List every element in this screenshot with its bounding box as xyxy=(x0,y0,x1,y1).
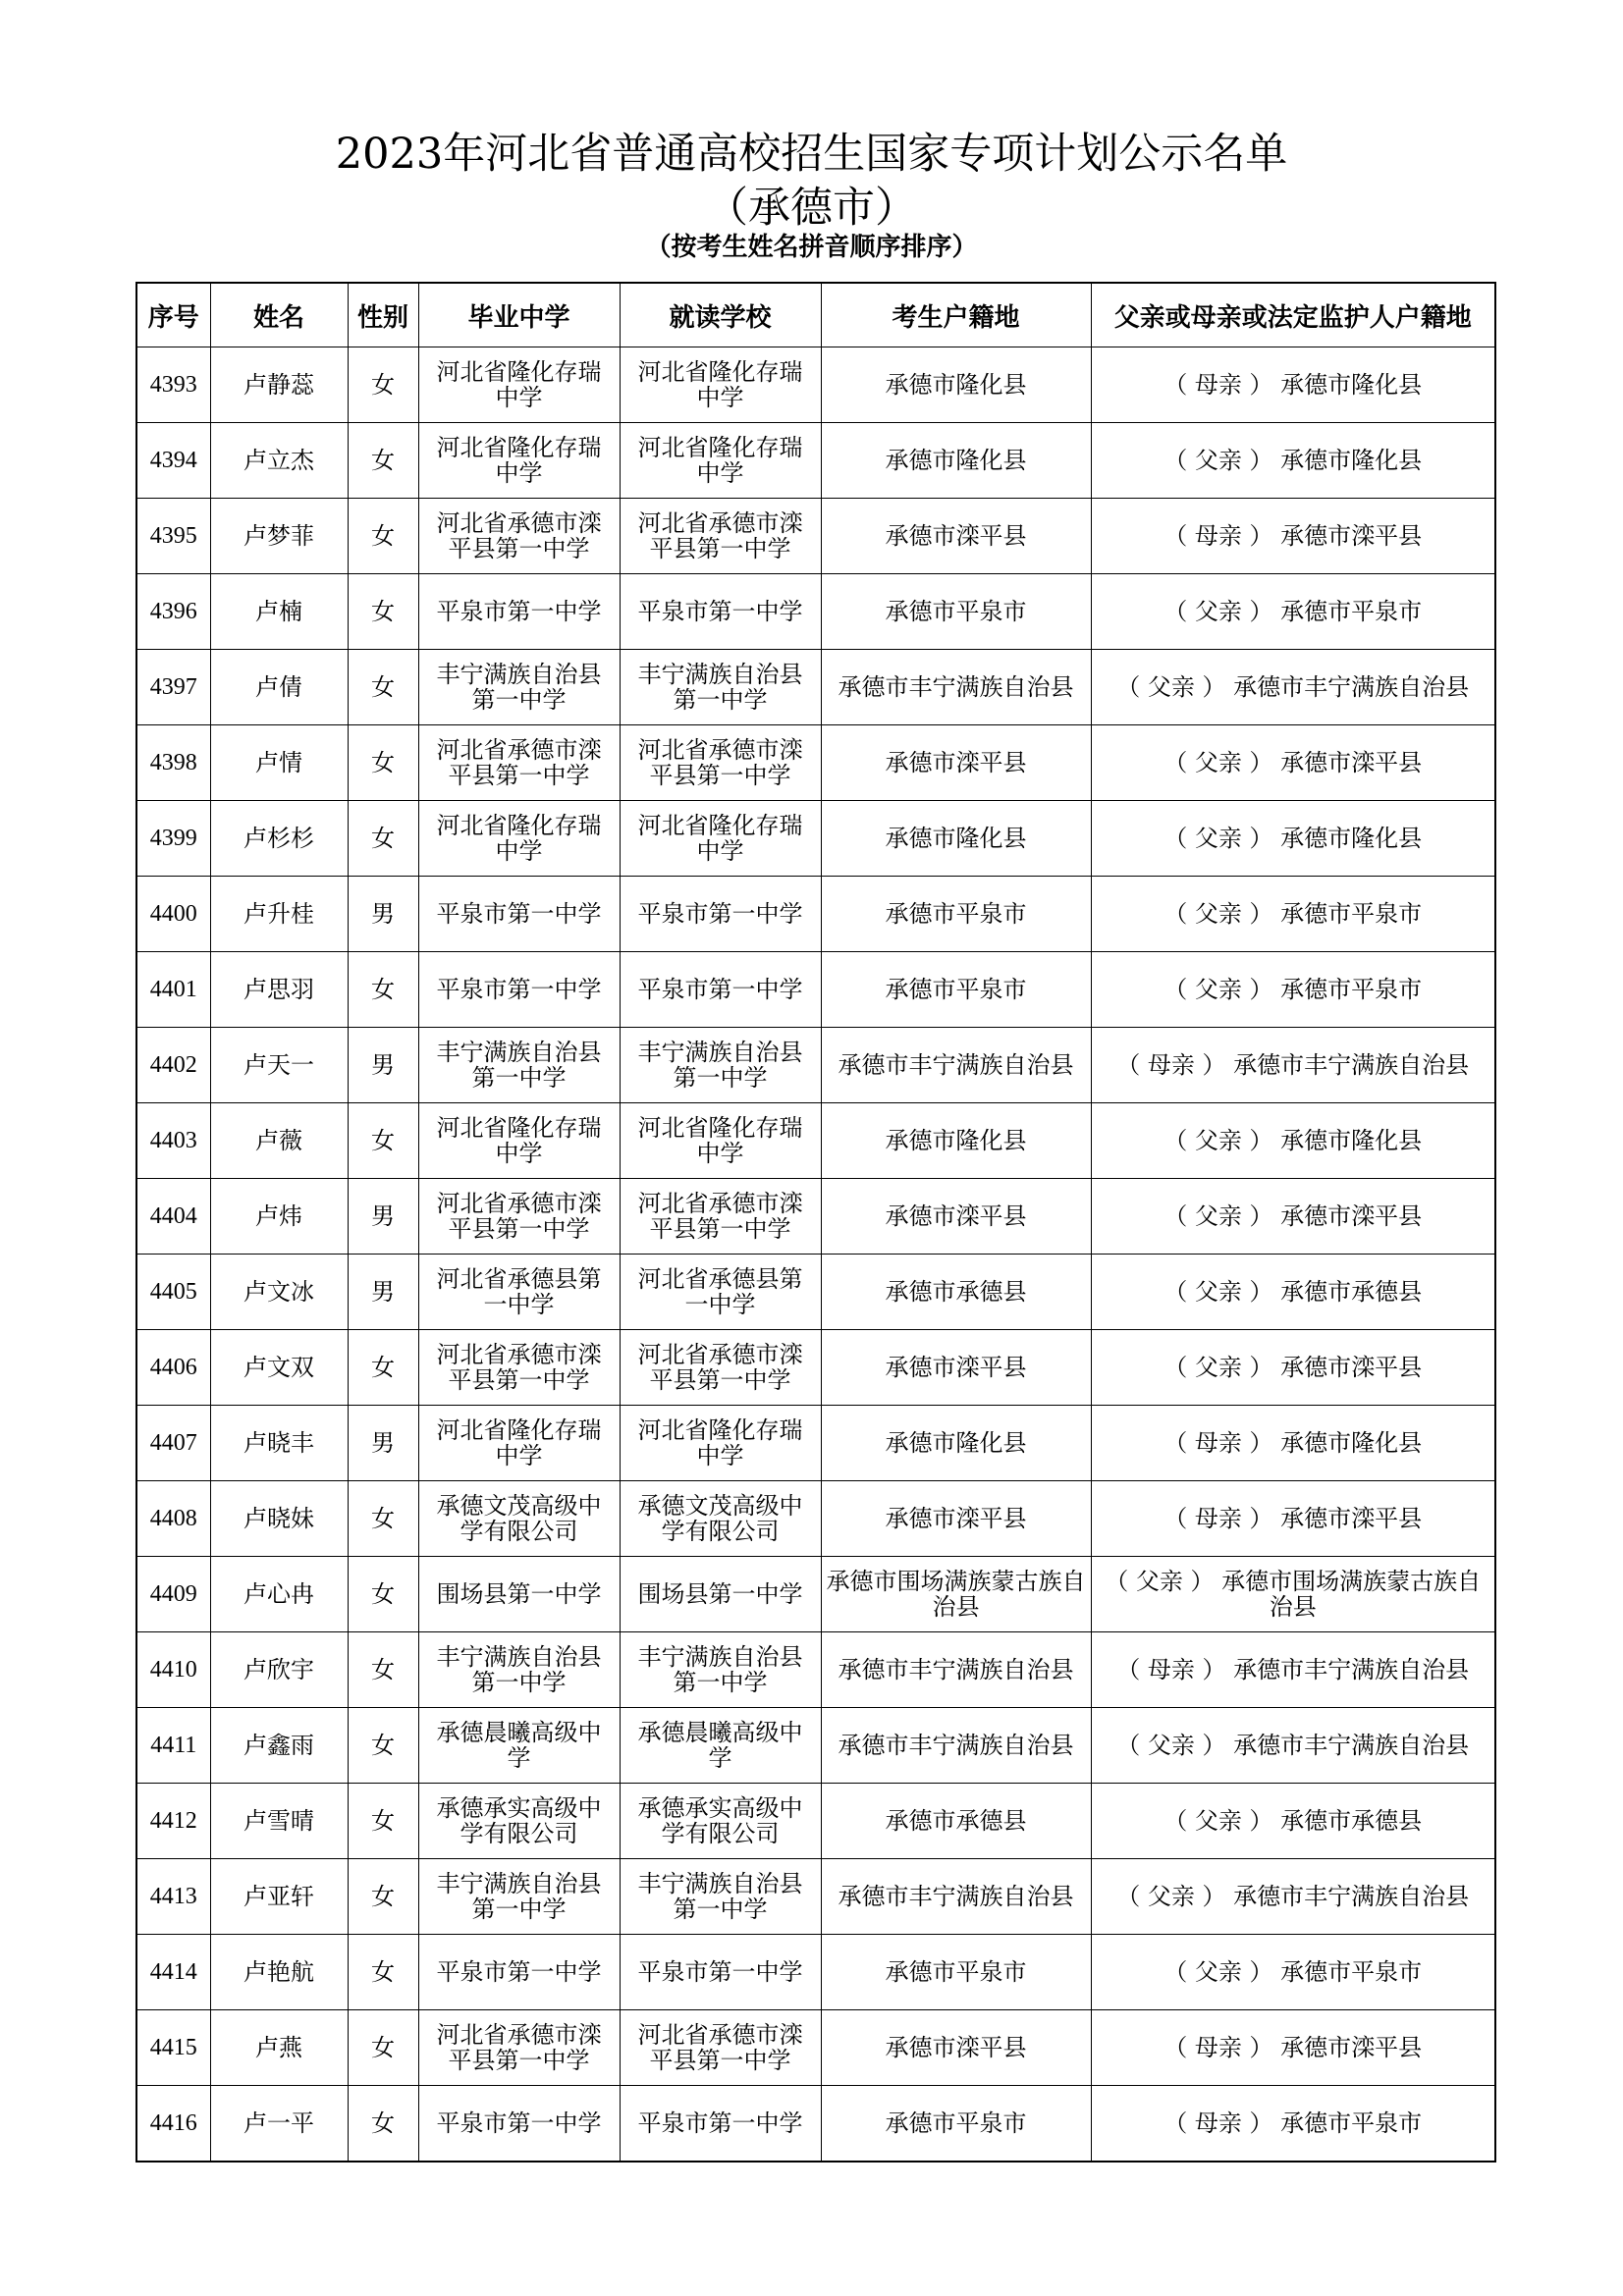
cell-gender: 女 xyxy=(348,1708,418,1784)
cell-gender: 女 xyxy=(348,1330,418,1406)
col-header-gender: 性别 xyxy=(348,283,418,347)
cell-graduated-school: 围场县第一中学 xyxy=(418,1557,620,1632)
cell-student-hukou: 承德市丰宁满族自治县 xyxy=(821,1708,1091,1784)
cell-current-school: 承德晨曦高级中学 xyxy=(620,1708,821,1784)
cell-name: 卢倩 xyxy=(210,650,348,725)
cell-gender: 女 xyxy=(348,574,418,650)
cell-name: 卢楠 xyxy=(210,574,348,650)
cell-index: 4396 xyxy=(136,574,210,650)
cell-guardian-hukou: （ 父亲 ） 承德市丰宁满族自治县 xyxy=(1091,1708,1495,1784)
cell-index: 4401 xyxy=(136,952,210,1028)
cell-index: 4407 xyxy=(136,1406,210,1481)
cell-index: 4394 xyxy=(136,423,210,499)
cell-gender: 女 xyxy=(348,347,418,423)
cell-current-school: 丰宁满族自治县第一中学 xyxy=(620,1632,821,1708)
cell-name: 卢一平 xyxy=(210,2086,348,2163)
cell-student-hukou: 承德市承德县 xyxy=(821,1784,1091,1859)
col-header-student-hukou: 考生户籍地 xyxy=(821,283,1091,347)
cell-current-school: 平泉市第一中学 xyxy=(620,952,821,1028)
cell-current-school: 河北省承德市滦平县第一中学 xyxy=(620,1330,821,1406)
cell-current-school: 承德承实高级中学有限公司 xyxy=(620,1784,821,1859)
cell-graduated-school: 平泉市第一中学 xyxy=(418,574,620,650)
cell-name: 卢晓丰 xyxy=(210,1406,348,1481)
cell-graduated-school: 承德文茂高级中学有限公司 xyxy=(418,1481,620,1557)
cell-name: 卢文冰 xyxy=(210,1255,348,1330)
cell-graduated-school: 平泉市第一中学 xyxy=(418,1935,620,2010)
cell-gender: 女 xyxy=(348,2010,418,2086)
table-row xyxy=(136,1784,1495,1859)
cell-gender: 男 xyxy=(348,1179,418,1255)
cell-current-school: 平泉市第一中学 xyxy=(620,877,821,952)
cell-index: 4393 xyxy=(136,347,210,423)
table-row xyxy=(136,423,1495,499)
table-row xyxy=(136,1330,1495,1406)
cell-guardian-hukou: （ 母亲 ） 承德市滦平县 xyxy=(1091,1481,1495,1557)
cell-guardian-hukou: （ 父亲 ） 承德市滦平县 xyxy=(1091,1330,1495,1406)
table-row xyxy=(136,877,1495,952)
table-row xyxy=(136,725,1495,801)
table-row xyxy=(136,1481,1495,1557)
cell-student-hukou: 承德市承德县 xyxy=(821,1255,1091,1330)
cell-name: 卢燕 xyxy=(210,2010,348,2086)
cell-gender: 男 xyxy=(348,1406,418,1481)
cell-guardian-hukou: （ 父亲 ） 承德市平泉市 xyxy=(1091,1935,1495,2010)
cell-guardian-hukou: （ 母亲 ） 承德市隆化县 xyxy=(1091,347,1495,423)
cell-student-hukou: 承德市平泉市 xyxy=(821,574,1091,650)
cell-index: 4397 xyxy=(136,650,210,725)
cell-current-school: 河北省隆化存瑞中学 xyxy=(620,801,821,877)
cell-student-hukou: 承德市隆化县 xyxy=(821,1406,1091,1481)
col-header-name: 姓名 xyxy=(210,283,348,347)
cell-guardian-hukou: （ 父亲 ） 承德市围场满族蒙古族自治县 xyxy=(1091,1557,1495,1632)
cell-index: 4398 xyxy=(136,725,210,801)
cell-current-school: 河北省承德市滦平县第一中学 xyxy=(620,1179,821,1255)
cell-gender: 男 xyxy=(348,1255,418,1330)
cell-guardian-hukou: （ 父亲 ） 承德市平泉市 xyxy=(1091,877,1495,952)
cell-current-school: 围场县第一中学 xyxy=(620,1557,821,1632)
table-header-row xyxy=(136,283,1495,347)
cell-guardian-hukou: （ 父亲 ） 承德市滦平县 xyxy=(1091,1179,1495,1255)
cell-graduated-school: 承德晨曦高级中学 xyxy=(418,1708,620,1784)
table-row xyxy=(136,2010,1495,2086)
cell-current-school: 河北省隆化存瑞中学 xyxy=(620,423,821,499)
cell-graduated-school: 丰宁满族自治县第一中学 xyxy=(418,650,620,725)
cell-index: 4402 xyxy=(136,1028,210,1103)
cell-index: 4400 xyxy=(136,877,210,952)
cell-index: 4416 xyxy=(136,2086,210,2163)
cell-name: 卢欣宇 xyxy=(210,1632,348,1708)
cell-name: 卢薇 xyxy=(210,1103,348,1179)
cell-gender: 女 xyxy=(348,952,418,1028)
cell-student-hukou: 承德市隆化县 xyxy=(821,801,1091,877)
table-row xyxy=(136,1179,1495,1255)
cell-name: 卢杉杉 xyxy=(210,801,348,877)
cell-student-hukou: 承德市隆化县 xyxy=(821,1103,1091,1179)
cell-index: 4412 xyxy=(136,1784,210,1859)
table-row xyxy=(136,952,1495,1028)
cell-name: 卢天一 xyxy=(210,1028,348,1103)
cell-name: 卢立杰 xyxy=(210,423,348,499)
cell-name: 卢晓妹 xyxy=(210,1481,348,1557)
cell-student-hukou: 承德市平泉市 xyxy=(821,1935,1091,2010)
cell-graduated-school: 丰宁满族自治县第一中学 xyxy=(418,1028,620,1103)
cell-student-hukou: 承德市围场满族蒙古族自治县 xyxy=(821,1557,1091,1632)
table-row xyxy=(136,499,1495,574)
cell-index: 4415 xyxy=(136,2010,210,2086)
cell-graduated-school: 平泉市第一中学 xyxy=(418,2086,620,2163)
cell-index: 4406 xyxy=(136,1330,210,1406)
cell-guardian-hukou: （ 父亲 ） 承德市隆化县 xyxy=(1091,1103,1495,1179)
cell-current-school: 河北省隆化存瑞中学 xyxy=(620,347,821,423)
roster-table xyxy=(135,282,1496,2163)
cell-graduated-school: 河北省承德市滦平县第一中学 xyxy=(418,499,620,574)
cell-gender: 女 xyxy=(348,1784,418,1859)
cell-gender: 女 xyxy=(348,499,418,574)
cell-name: 卢心冉 xyxy=(210,1557,348,1632)
cell-graduated-school: 河北省隆化存瑞中学 xyxy=(418,1103,620,1179)
cell-gender: 女 xyxy=(348,650,418,725)
cell-index: 4413 xyxy=(136,1859,210,1935)
cell-current-school: 平泉市第一中学 xyxy=(620,1935,821,2010)
cell-graduated-school: 河北省隆化存瑞中学 xyxy=(418,1406,620,1481)
cell-name: 卢鑫雨 xyxy=(210,1708,348,1784)
cell-gender: 女 xyxy=(348,1481,418,1557)
cell-graduated-school: 丰宁满族自治县第一中学 xyxy=(418,1632,620,1708)
cell-index: 4399 xyxy=(136,801,210,877)
cell-student-hukou: 承德市滦平县 xyxy=(821,1330,1091,1406)
cell-graduated-school: 河北省承德市滦平县第一中学 xyxy=(418,725,620,801)
cell-student-hukou: 承德市丰宁满族自治县 xyxy=(821,1028,1091,1103)
cell-current-school: 承德文茂高级中学有限公司 xyxy=(620,1481,821,1557)
cell-graduated-school: 丰宁满族自治县第一中学 xyxy=(418,1859,620,1935)
cell-student-hukou: 承德市平泉市 xyxy=(821,2086,1091,2163)
cell-guardian-hukou: （ 母亲 ） 承德市隆化县 xyxy=(1091,1406,1495,1481)
cell-student-hukou: 承德市滦平县 xyxy=(821,499,1091,574)
col-header-graduated-school: 毕业中学 xyxy=(418,283,620,347)
col-header-current-school: 就读学校 xyxy=(620,283,821,347)
cell-name: 卢雪晴 xyxy=(210,1784,348,1859)
cell-current-school: 河北省承德市滦平县第一中学 xyxy=(620,499,821,574)
cell-graduated-school: 承德承实高级中学有限公司 xyxy=(418,1784,620,1859)
cell-index: 4395 xyxy=(136,499,210,574)
cell-student-hukou: 承德市滦平县 xyxy=(821,1481,1091,1557)
table-row xyxy=(136,801,1495,877)
cell-guardian-hukou: （ 母亲 ） 承德市滦平县 xyxy=(1091,499,1495,574)
cell-current-school: 河北省承德县第一中学 xyxy=(620,1255,821,1330)
cell-gender: 女 xyxy=(348,1557,418,1632)
col-header-guardian-hukou: 父亲或母亲或法定监护人户籍地 xyxy=(1091,283,1495,347)
cell-name: 卢思羽 xyxy=(210,952,348,1028)
cell-index: 4405 xyxy=(136,1255,210,1330)
cell-index: 4411 xyxy=(136,1708,210,1784)
cell-current-school: 河北省承德市滦平县第一中学 xyxy=(620,725,821,801)
table-row xyxy=(136,1935,1495,2010)
cell-current-school: 河北省隆化存瑞中学 xyxy=(620,1406,821,1481)
table-row xyxy=(136,1859,1495,1935)
cell-current-school: 丰宁满族自治县第一中学 xyxy=(620,1859,821,1935)
cell-gender: 女 xyxy=(348,801,418,877)
cell-guardian-hukou: （ 母亲 ） 承德市平泉市 xyxy=(1091,2086,1495,2163)
cell-index: 4408 xyxy=(136,1481,210,1557)
cell-student-hukou: 承德市滦平县 xyxy=(821,2010,1091,2086)
cell-graduated-school: 河北省隆化存瑞中学 xyxy=(418,801,620,877)
cell-index: 4403 xyxy=(136,1103,210,1179)
cell-gender: 女 xyxy=(348,1103,418,1179)
cell-guardian-hukou: （ 父亲 ） 承德市隆化县 xyxy=(1091,423,1495,499)
cell-index: 4409 xyxy=(136,1557,210,1632)
cell-guardian-hukou: （ 父亲 ） 承德市承德县 xyxy=(1091,1255,1495,1330)
cell-graduated-school: 河北省承德市滦平县第一中学 xyxy=(418,1330,620,1406)
cell-guardian-hukou: （ 父亲 ） 承德市滦平县 xyxy=(1091,725,1495,801)
table-row xyxy=(136,574,1495,650)
cell-current-school: 丰宁满族自治县第一中学 xyxy=(620,650,821,725)
cell-guardian-hukou: （ 父亲 ） 承德市承德县 xyxy=(1091,1784,1495,1859)
cell-graduated-school: 河北省承德市滦平县第一中学 xyxy=(418,2010,620,2086)
table-row xyxy=(136,2086,1495,2163)
cell-current-school: 河北省承德市滦平县第一中学 xyxy=(620,2010,821,2086)
cell-gender: 女 xyxy=(348,2086,418,2163)
cell-student-hukou: 承德市丰宁满族自治县 xyxy=(821,1632,1091,1708)
cell-gender: 女 xyxy=(348,725,418,801)
cell-guardian-hukou: （ 父亲 ） 承德市平泉市 xyxy=(1091,952,1495,1028)
table-row xyxy=(136,347,1495,423)
cell-student-hukou: 承德市平泉市 xyxy=(821,877,1091,952)
table-row xyxy=(136,1103,1495,1179)
cell-index: 4414 xyxy=(136,1935,210,2010)
cell-graduated-school: 平泉市第一中学 xyxy=(418,877,620,952)
table-row xyxy=(136,1557,1495,1632)
cell-guardian-hukou: （ 母亲 ） 承德市丰宁满族自治县 xyxy=(1091,1632,1495,1708)
cell-index: 4404 xyxy=(136,1179,210,1255)
cell-graduated-school: 河北省承德市滦平县第一中学 xyxy=(418,1179,620,1255)
cell-gender: 女 xyxy=(348,1935,418,2010)
table-row xyxy=(136,650,1495,725)
cell-student-hukou: 承德市隆化县 xyxy=(821,423,1091,499)
table-row xyxy=(136,1255,1495,1330)
cell-graduated-school: 平泉市第一中学 xyxy=(418,952,620,1028)
cell-gender: 男 xyxy=(348,877,418,952)
table-row xyxy=(136,1632,1495,1708)
cell-name: 卢文双 xyxy=(210,1330,348,1406)
cell-current-school: 丰宁满族自治县第一中学 xyxy=(620,1028,821,1103)
table-row xyxy=(136,1028,1495,1103)
cell-current-school: 平泉市第一中学 xyxy=(620,2086,821,2163)
cell-student-hukou: 承德市滦平县 xyxy=(821,725,1091,801)
cell-student-hukou: 承德市滦平县 xyxy=(821,1179,1091,1255)
cell-current-school: 平泉市第一中学 xyxy=(620,574,821,650)
table-body xyxy=(136,347,1495,2163)
cell-student-hukou: 承德市隆化县 xyxy=(821,347,1091,423)
table-row xyxy=(136,1406,1495,1481)
sort-note: （按考生姓名拼音顺序排序） xyxy=(645,233,978,262)
page-title: 2023年河北省普通高校招生国家专项计划公示名单 xyxy=(335,130,1288,179)
cell-student-hukou: 承德市丰宁满族自治县 xyxy=(821,1859,1091,1935)
cell-guardian-hukou: （ 母亲 ） 承德市滦平县 xyxy=(1091,2010,1495,2086)
cell-name: 卢亚轩 xyxy=(210,1859,348,1935)
cell-guardian-hukou: （ 父亲 ） 承德市隆化县 xyxy=(1091,801,1495,877)
cell-gender: 男 xyxy=(348,1028,418,1103)
cell-gender: 女 xyxy=(348,1859,418,1935)
cell-graduated-school: 河北省隆化存瑞中学 xyxy=(418,423,620,499)
cell-name: 卢梦菲 xyxy=(210,499,348,574)
cell-guardian-hukou: （ 父亲 ） 承德市平泉市 xyxy=(1091,574,1495,650)
table-row xyxy=(136,1708,1495,1784)
cell-guardian-hukou: （ 母亲 ） 承德市丰宁满族自治县 xyxy=(1091,1028,1495,1103)
cell-name: 卢静蕊 xyxy=(210,347,348,423)
cell-gender: 女 xyxy=(348,423,418,499)
cell-guardian-hukou: （ 父亲 ） 承德市丰宁满族自治县 xyxy=(1091,650,1495,725)
col-header-index: 序号 xyxy=(136,283,210,347)
page-subtitle: （承德市） xyxy=(706,184,917,233)
cell-name: 卢情 xyxy=(210,725,348,801)
cell-graduated-school: 河北省承德县第一中学 xyxy=(418,1255,620,1330)
cell-name: 卢升桂 xyxy=(210,877,348,952)
cell-student-hukou: 承德市平泉市 xyxy=(821,952,1091,1028)
cell-guardian-hukou: （ 父亲 ） 承德市丰宁满族自治县 xyxy=(1091,1859,1495,1935)
cell-name: 卢艳航 xyxy=(210,1935,348,2010)
cell-gender: 女 xyxy=(348,1632,418,1708)
cell-index: 4410 xyxy=(136,1632,210,1708)
cell-graduated-school: 河北省隆化存瑞中学 xyxy=(418,347,620,423)
cell-student-hukou: 承德市丰宁满族自治县 xyxy=(821,650,1091,725)
cell-current-school: 河北省隆化存瑞中学 xyxy=(620,1103,821,1179)
cell-name: 卢炜 xyxy=(210,1179,348,1255)
